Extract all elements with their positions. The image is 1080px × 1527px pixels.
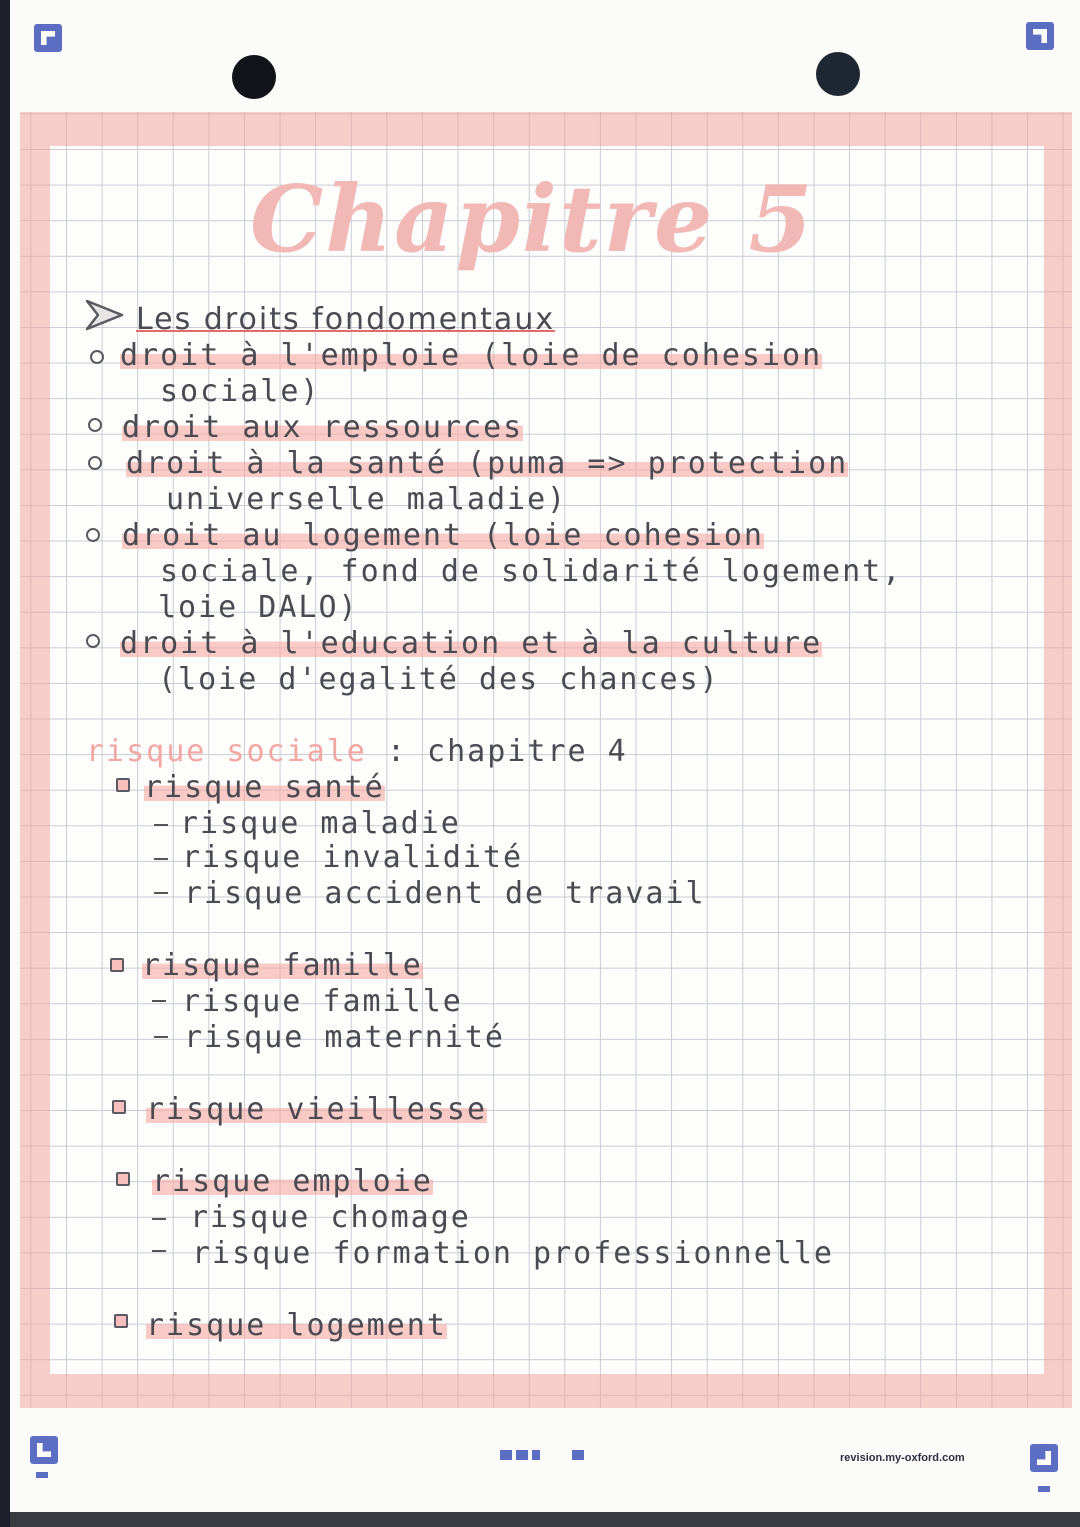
list-item-continuation: sociale, fond de solidarité logement, xyxy=(160,554,903,589)
highlighted-text: risque famille xyxy=(142,948,423,983)
dash-icon xyxy=(152,1250,166,1252)
list-item xyxy=(146,1092,487,1128)
list-item xyxy=(120,626,822,662)
highlighted-text: droit à l'emploie (loie de cohesion xyxy=(120,338,823,373)
square-bullet-icon xyxy=(116,778,130,792)
highlighted-text: risque santé xyxy=(144,770,385,805)
list-item xyxy=(120,338,822,374)
highlighted-text: droit au logement (loie cohesion xyxy=(122,518,764,553)
square-bullet-icon xyxy=(114,1314,128,1328)
list-item xyxy=(126,446,848,482)
list-item xyxy=(144,770,385,806)
footer-mark-icon xyxy=(516,1450,528,1460)
section-heading-text: risque sociale xyxy=(86,734,367,769)
page-title: Chapitre 5 xyxy=(250,165,815,273)
circle-bullet-icon xyxy=(86,528,100,542)
highlighted-text: droit à la santé (puma => protection xyxy=(126,446,849,481)
highlighted-text: risque logement xyxy=(146,1308,447,1343)
square-bullet-icon xyxy=(110,958,124,972)
highlighted-text: droit à l'education et à la culture xyxy=(120,626,823,661)
list-item xyxy=(122,410,523,446)
list-item-continuation: universelle maladie) xyxy=(166,482,568,517)
square-bullet-icon xyxy=(116,1172,130,1186)
section-heading-droits: Les droits fondomentaux xyxy=(136,302,556,337)
footer-mark-icon xyxy=(500,1450,512,1460)
sub-item: risque invalidité xyxy=(182,840,524,875)
circle-bullet-icon xyxy=(88,418,102,432)
list-item xyxy=(146,1308,447,1344)
footer-mark-icon xyxy=(572,1450,584,1460)
list-item xyxy=(122,518,764,554)
sub-item: risque accident de travail xyxy=(184,876,706,911)
list-item xyxy=(152,1164,433,1200)
footer-mark-icon xyxy=(532,1450,540,1460)
highlighted-text: risque emploie xyxy=(152,1164,433,1199)
sub-item: risque maternité xyxy=(184,1020,505,1055)
list-item-continuation: sociale) xyxy=(160,374,321,409)
dash-icon xyxy=(154,892,168,894)
dash-icon xyxy=(154,858,168,860)
dash-icon xyxy=(154,824,168,826)
section-heading-risque xyxy=(86,734,628,770)
dash-icon xyxy=(152,1000,166,1002)
highlighted-text: risque vieillesse xyxy=(146,1092,488,1127)
circle-bullet-icon xyxy=(88,456,102,470)
sub-item: risque famille xyxy=(182,984,463,1019)
dash-icon xyxy=(152,1218,166,1220)
list-item-continuation: loie DALO) xyxy=(158,590,359,625)
section-heading-suffix: : chapitre 4 xyxy=(386,734,628,769)
sub-item: risque formation professionnelle xyxy=(192,1236,834,1271)
footer-site-label: revision.my-oxford.com xyxy=(840,1452,965,1464)
dash-icon xyxy=(154,1036,168,1038)
circle-bullet-icon xyxy=(86,634,100,648)
highlighted-text: droit aux ressources xyxy=(122,410,524,445)
sub-item: risque maladie xyxy=(180,806,461,841)
list-item xyxy=(142,948,423,984)
arrow-right-icon xyxy=(84,298,126,332)
sub-item: risque chomage xyxy=(190,1200,471,1235)
list-item-continuation: (loie d'egalité des chances) xyxy=(158,662,720,697)
circle-bullet-icon xyxy=(90,350,104,364)
square-bullet-icon xyxy=(112,1100,126,1114)
